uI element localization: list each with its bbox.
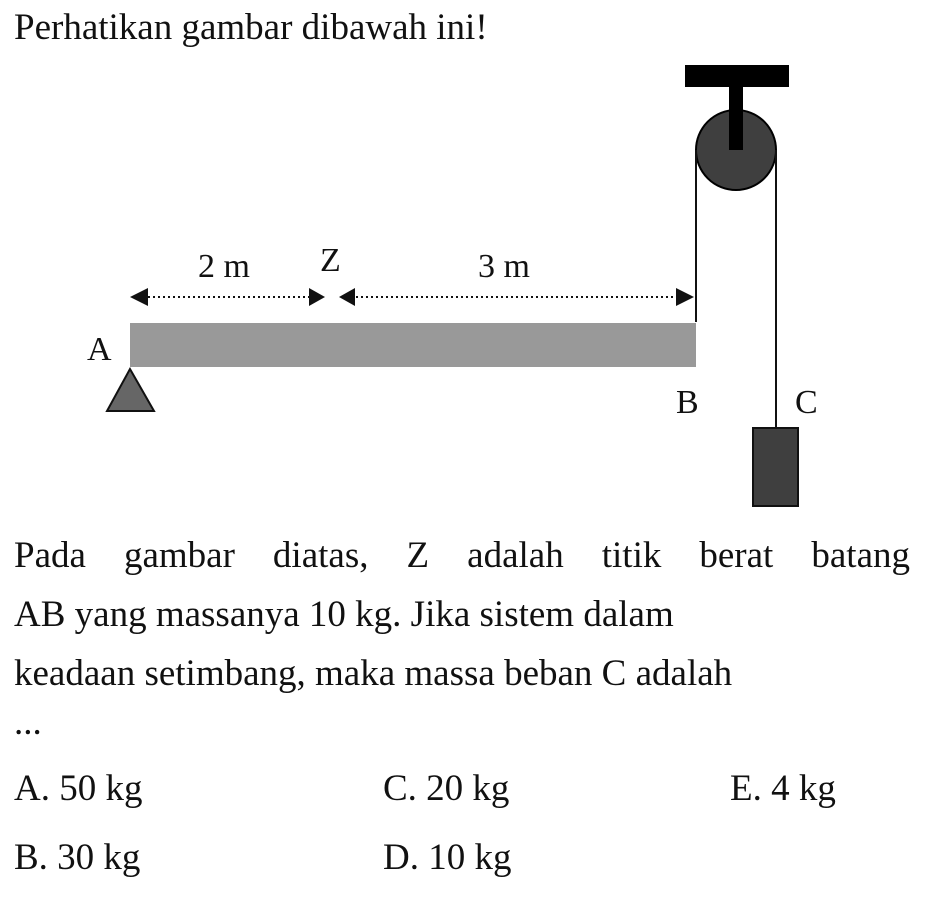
- weight-c: [753, 428, 798, 506]
- dimension-3m-label: 3 m: [478, 248, 530, 285]
- label-b: B: [676, 384, 699, 421]
- arrowhead-z-right: [339, 288, 355, 306]
- question-line-1: Pada gambar diatas, Z adalah titik berat batang: [14, 535, 910, 576]
- option-c[interactable]: C. 20 kg: [383, 768, 510, 809]
- arrowhead-left: [130, 288, 148, 306]
- z-label: Z: [320, 242, 341, 279]
- option-b[interactable]: B. 30 kg: [14, 837, 141, 878]
- question-line-2: AB yang massanya 10 kg. Jika sistem dalam: [14, 594, 674, 635]
- arrowhead-z-left: [309, 288, 325, 306]
- beam-ab: [130, 323, 696, 367]
- option-e[interactable]: E. 4 kg: [730, 768, 836, 809]
- question-ellipsis: ...: [14, 702, 42, 743]
- intro-text: Perhatikan gambar dibawah ini!: [14, 7, 488, 48]
- dimension-2m-label: 2 m: [198, 248, 250, 285]
- question-text: [14, 526, 910, 703]
- question-line-3: keadaan setimbang, maka massa beban C adalah: [14, 653, 733, 694]
- label-c: C: [795, 384, 818, 421]
- pulley-axle: [729, 90, 743, 150]
- arrowhead-right: [676, 288, 694, 306]
- option-d[interactable]: D. 10 kg: [383, 837, 512, 878]
- pulley-mount-bar: [685, 65, 789, 87]
- label-a: A: [87, 331, 112, 368]
- pivot-support: [107, 369, 154, 411]
- option-a[interactable]: A. 50 kg: [14, 768, 143, 809]
